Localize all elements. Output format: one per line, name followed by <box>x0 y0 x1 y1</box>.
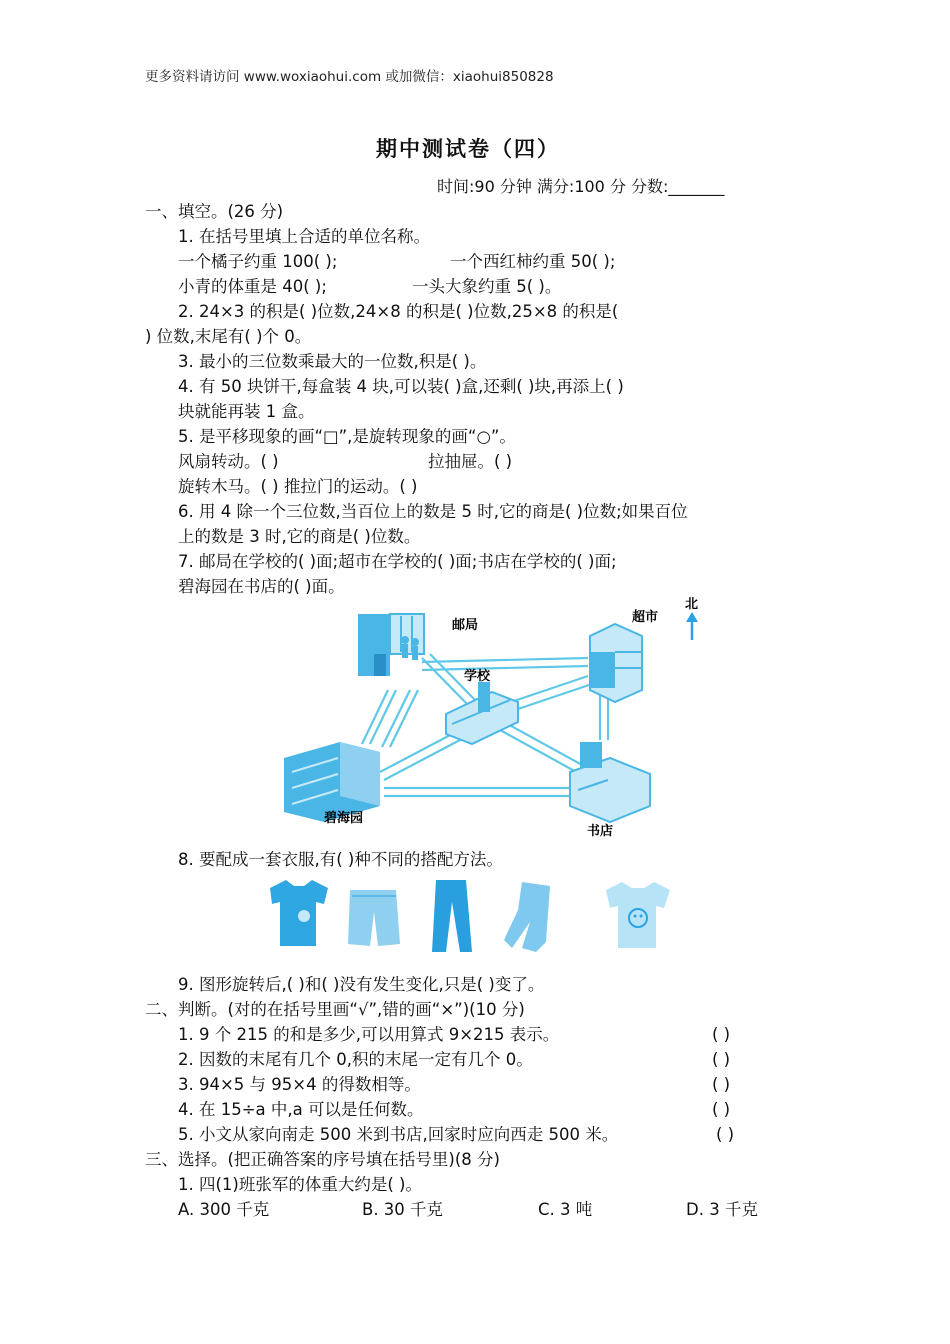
section2-heading: 二、判断。(对的在括号里画“√”,错的画“×”)(10 分) <box>145 1000 525 1019</box>
q1-1-stem: 1. 在括号里填上合适的单位名称。 <box>178 227 430 246</box>
q1-5-carousel: 旋转木马。( ) 推拉门的运动。( ) <box>178 477 418 496</box>
q1-9: 9. 图形旋转后,( )和( )没有发生变化,只是( )变了。 <box>178 975 545 994</box>
q1-5-fan: 风扇转动。( ) <box>178 452 279 471</box>
q2-4: 4. 在 15÷a 中,a 可以是任何数。 <box>178 1100 424 1119</box>
blue-pants-icon <box>432 880 472 952</box>
q3-1: 1. 四(1)班张军的体重大约是( )。 <box>178 1175 422 1194</box>
section3-heading: 三、选择。(把正确答案的序号填在括号里)(8 分) <box>145 1150 500 1169</box>
jeans-icon <box>504 882 550 952</box>
map-label-supermarket: 超市 <box>632 610 659 625</box>
map-label-school: 学校 <box>464 669 491 684</box>
location-map <box>270 592 720 842</box>
page-title: 期中测试卷（四） <box>376 137 560 161</box>
q2-1-answer: ( ) <box>712 1025 731 1044</box>
q1-2-line2: ) 位数,末尾有( )个 0。 <box>145 327 312 346</box>
q3-1-option-b: B. 30 千克 <box>362 1200 444 1219</box>
q2-1: 1. 9 个 215 的和是多少,可以用算式 9×215 表示。 <box>178 1025 560 1044</box>
q1-5-stem: 5. 是平移现象的画“□”,是旋转现象的画“○”。 <box>178 427 516 446</box>
exam-meta: 时间:90 分钟 满分:100 分 分数:_______ <box>437 177 725 196</box>
q1-1-tomato: 一个西红柿约重 50( ); <box>450 252 616 271</box>
q1-7-line1: 7. 邮局在学校的( )面;超市在学校的( )面;书店在学校的( )面; <box>178 552 617 571</box>
map-label-north: 北 <box>685 597 699 612</box>
map-label-residence: 碧海园 <box>324 811 364 826</box>
q2-4-answer: ( ) <box>712 1100 731 1119</box>
q1-1-elephant: 一头大象约重 5( )。 <box>412 277 562 296</box>
blue-shirt-icon <box>270 880 328 946</box>
q1-8: 8. 要配成一套衣服,有( )种不同的搭配方法。 <box>178 850 503 869</box>
q1-6-line1: 6. 用 4 除一个三位数,当百位上的数是 5 时,它的商是( )位数;如果百位 <box>178 502 688 521</box>
bookstore-building <box>570 742 650 822</box>
section1-heading: 一、填空。(26 分) <box>145 202 284 221</box>
q1-4-line2: 块就能再装 1 盒。 <box>178 402 315 421</box>
q2-5: 5. 小文从家向南走 500 米到书店,回家时应向西走 500 米。 <box>178 1125 619 1144</box>
post-office-building <box>358 614 424 676</box>
q2-5-answer: ( ) <box>716 1125 735 1144</box>
q1-5-drawer: 拉抽屉。( ) <box>428 452 513 471</box>
q2-2: 2. 因数的末尾有几个 0,积的末尾一定有几个 0。 <box>178 1050 533 1069</box>
q2-3: 3. 94×5 与 95×4 的得数相等。 <box>178 1075 421 1094</box>
q2-2-answer: ( ) <box>712 1050 731 1069</box>
q3-1-option-a: A. 300 千克 <box>178 1200 270 1219</box>
source-note: 更多资料请访问 www.woxiaohui.com 或加微信：xiaohui850828 <box>145 69 554 85</box>
monkey-tshirt-icon <box>606 882 670 948</box>
q1-6-line2: 上的数是 3 时,它的商是( )位数。 <box>178 527 421 546</box>
q3-1-option-d: D. 3 千克 <box>686 1200 758 1219</box>
q1-3: 3. 最小的三位数乘最大的一位数,积是( )。 <box>178 352 487 371</box>
map-label-bookstore: 书店 <box>587 824 614 839</box>
q1-2-line1: 2. 24×3 的积是( )位数,24×8 的积是( )位数,25×8 的积是( <box>178 302 619 321</box>
q3-1-option-c: C. 3 吨 <box>538 1200 593 1219</box>
q1-7-line2: 碧海园在书店的( )面。 <box>178 577 345 596</box>
map-label-post-office: 邮局 <box>452 618 479 633</box>
q1-1-orange: 一个橘子约重 100( ); <box>178 252 338 271</box>
light-shorts-icon <box>348 890 400 946</box>
residence-building <box>284 742 380 822</box>
supermarket-building <box>590 624 642 702</box>
clothes-row <box>260 872 720 956</box>
q1-1-weight: 小青的体重是 40( ); <box>178 277 327 296</box>
north-arrow-icon <box>686 612 698 640</box>
q2-3-answer: ( ) <box>712 1075 731 1094</box>
q1-4-line1: 4. 有 50 块饼干,每盒装 4 块,可以装( )盒,还剩( )块,再添上( ) <box>178 377 624 396</box>
